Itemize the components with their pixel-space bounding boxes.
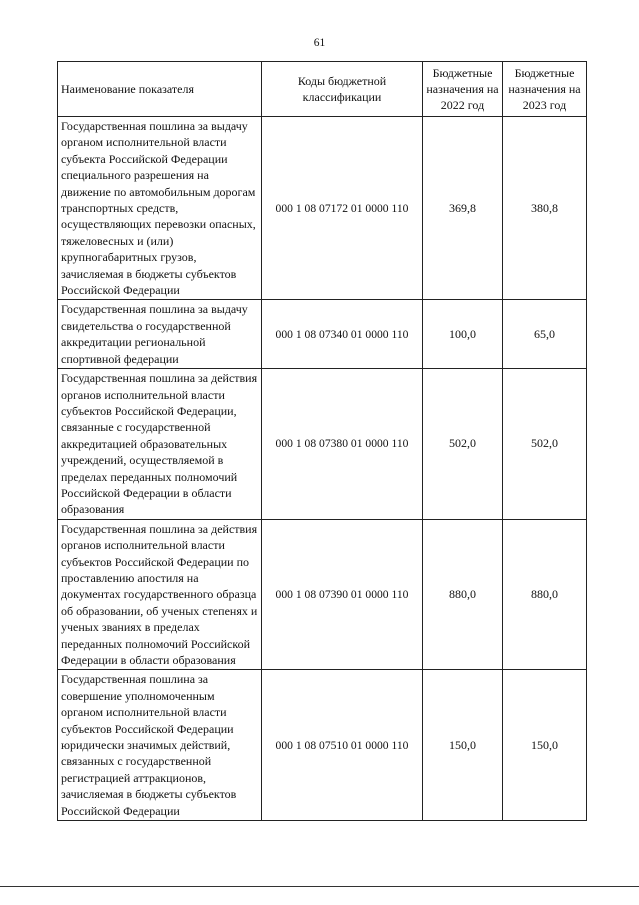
row-value-2023: 150,0 [503,670,587,821]
table-row [58,670,587,821]
table-row [58,369,587,520]
row-name: Государственная пошлина за действия органов исполнительной власти субъектов Российской Федерации, связанные с государственной аккредитацией образовательных учреждений, осуществляемой в пределах переданных полномочий Российской Федерации в области образования [58,369,262,520]
header-year-2023: Бюджетные назначения на 2023 год [503,62,587,117]
row-value-2022: 880,0 [423,519,503,670]
row-name: Государственная пошлина за совершение уполномоченным органом исполнительной власти субъектов Российской Федерации юридически значимых действий, связанных с государственной регистрацией аттракционов, зачисляемая в бюджеты субъектов Российской Федерации [58,670,262,821]
table-header-row [58,62,587,117]
row-name: Государственная пошлина за выдачу свидетельства о государственной аккредитации региональной спортивной федерации [58,300,262,369]
row-value-2022: 100,0 [423,300,503,369]
table-row [58,519,587,670]
page-number: 61 [313,37,326,49]
row-value-2023: 380,8 [503,117,587,300]
header-year-2022: Бюджетные назначения на 2022 год [423,62,503,117]
row-value-2022: 369,8 [423,117,503,300]
page-bottom-rule [0,886,639,887]
row-code: 000 1 08 07380 01 0000 110 [262,369,423,520]
row-code: 000 1 08 07390 01 0000 110 [262,519,423,670]
budget-table [57,61,587,821]
row-value-2022: 502,0 [423,369,503,520]
row-value-2023: 880,0 [503,519,587,670]
header-name: Наименование показателя [58,62,262,117]
row-code: 000 1 08 07172 01 0000 110 [262,117,423,300]
row-name: Государственная пошлина за действия органов исполнительной власти субъектов Российской Федерации по проставлению апостиля на документах государственного образца об образовании, об ученых степенях и ученых званиях в пределах переданных полномочий Российской Федерации в области образования [58,519,262,670]
header-code: Коды бюджетной классификации [262,62,423,117]
row-value-2023: 502,0 [503,369,587,520]
table-row [58,300,587,369]
row-name: Государственная пошлина за выдачу органом исполнительной власти субъекта Российской Федерации специального разрешения на движение по автомобильным дорогам транспортных средств, осуществляющих перевозки опасных, тяжеловесных и (или) крупногабаритных грузов, зачисляемая в бюджеты субъектов Российской Федерации [58,117,262,300]
row-code: 000 1 08 07340 01 0000 110 [262,300,423,369]
row-code: 000 1 08 07510 01 0000 110 [262,670,423,821]
row-value-2022: 150,0 [423,670,503,821]
table-row [58,117,587,300]
row-value-2023: 65,0 [503,300,587,369]
